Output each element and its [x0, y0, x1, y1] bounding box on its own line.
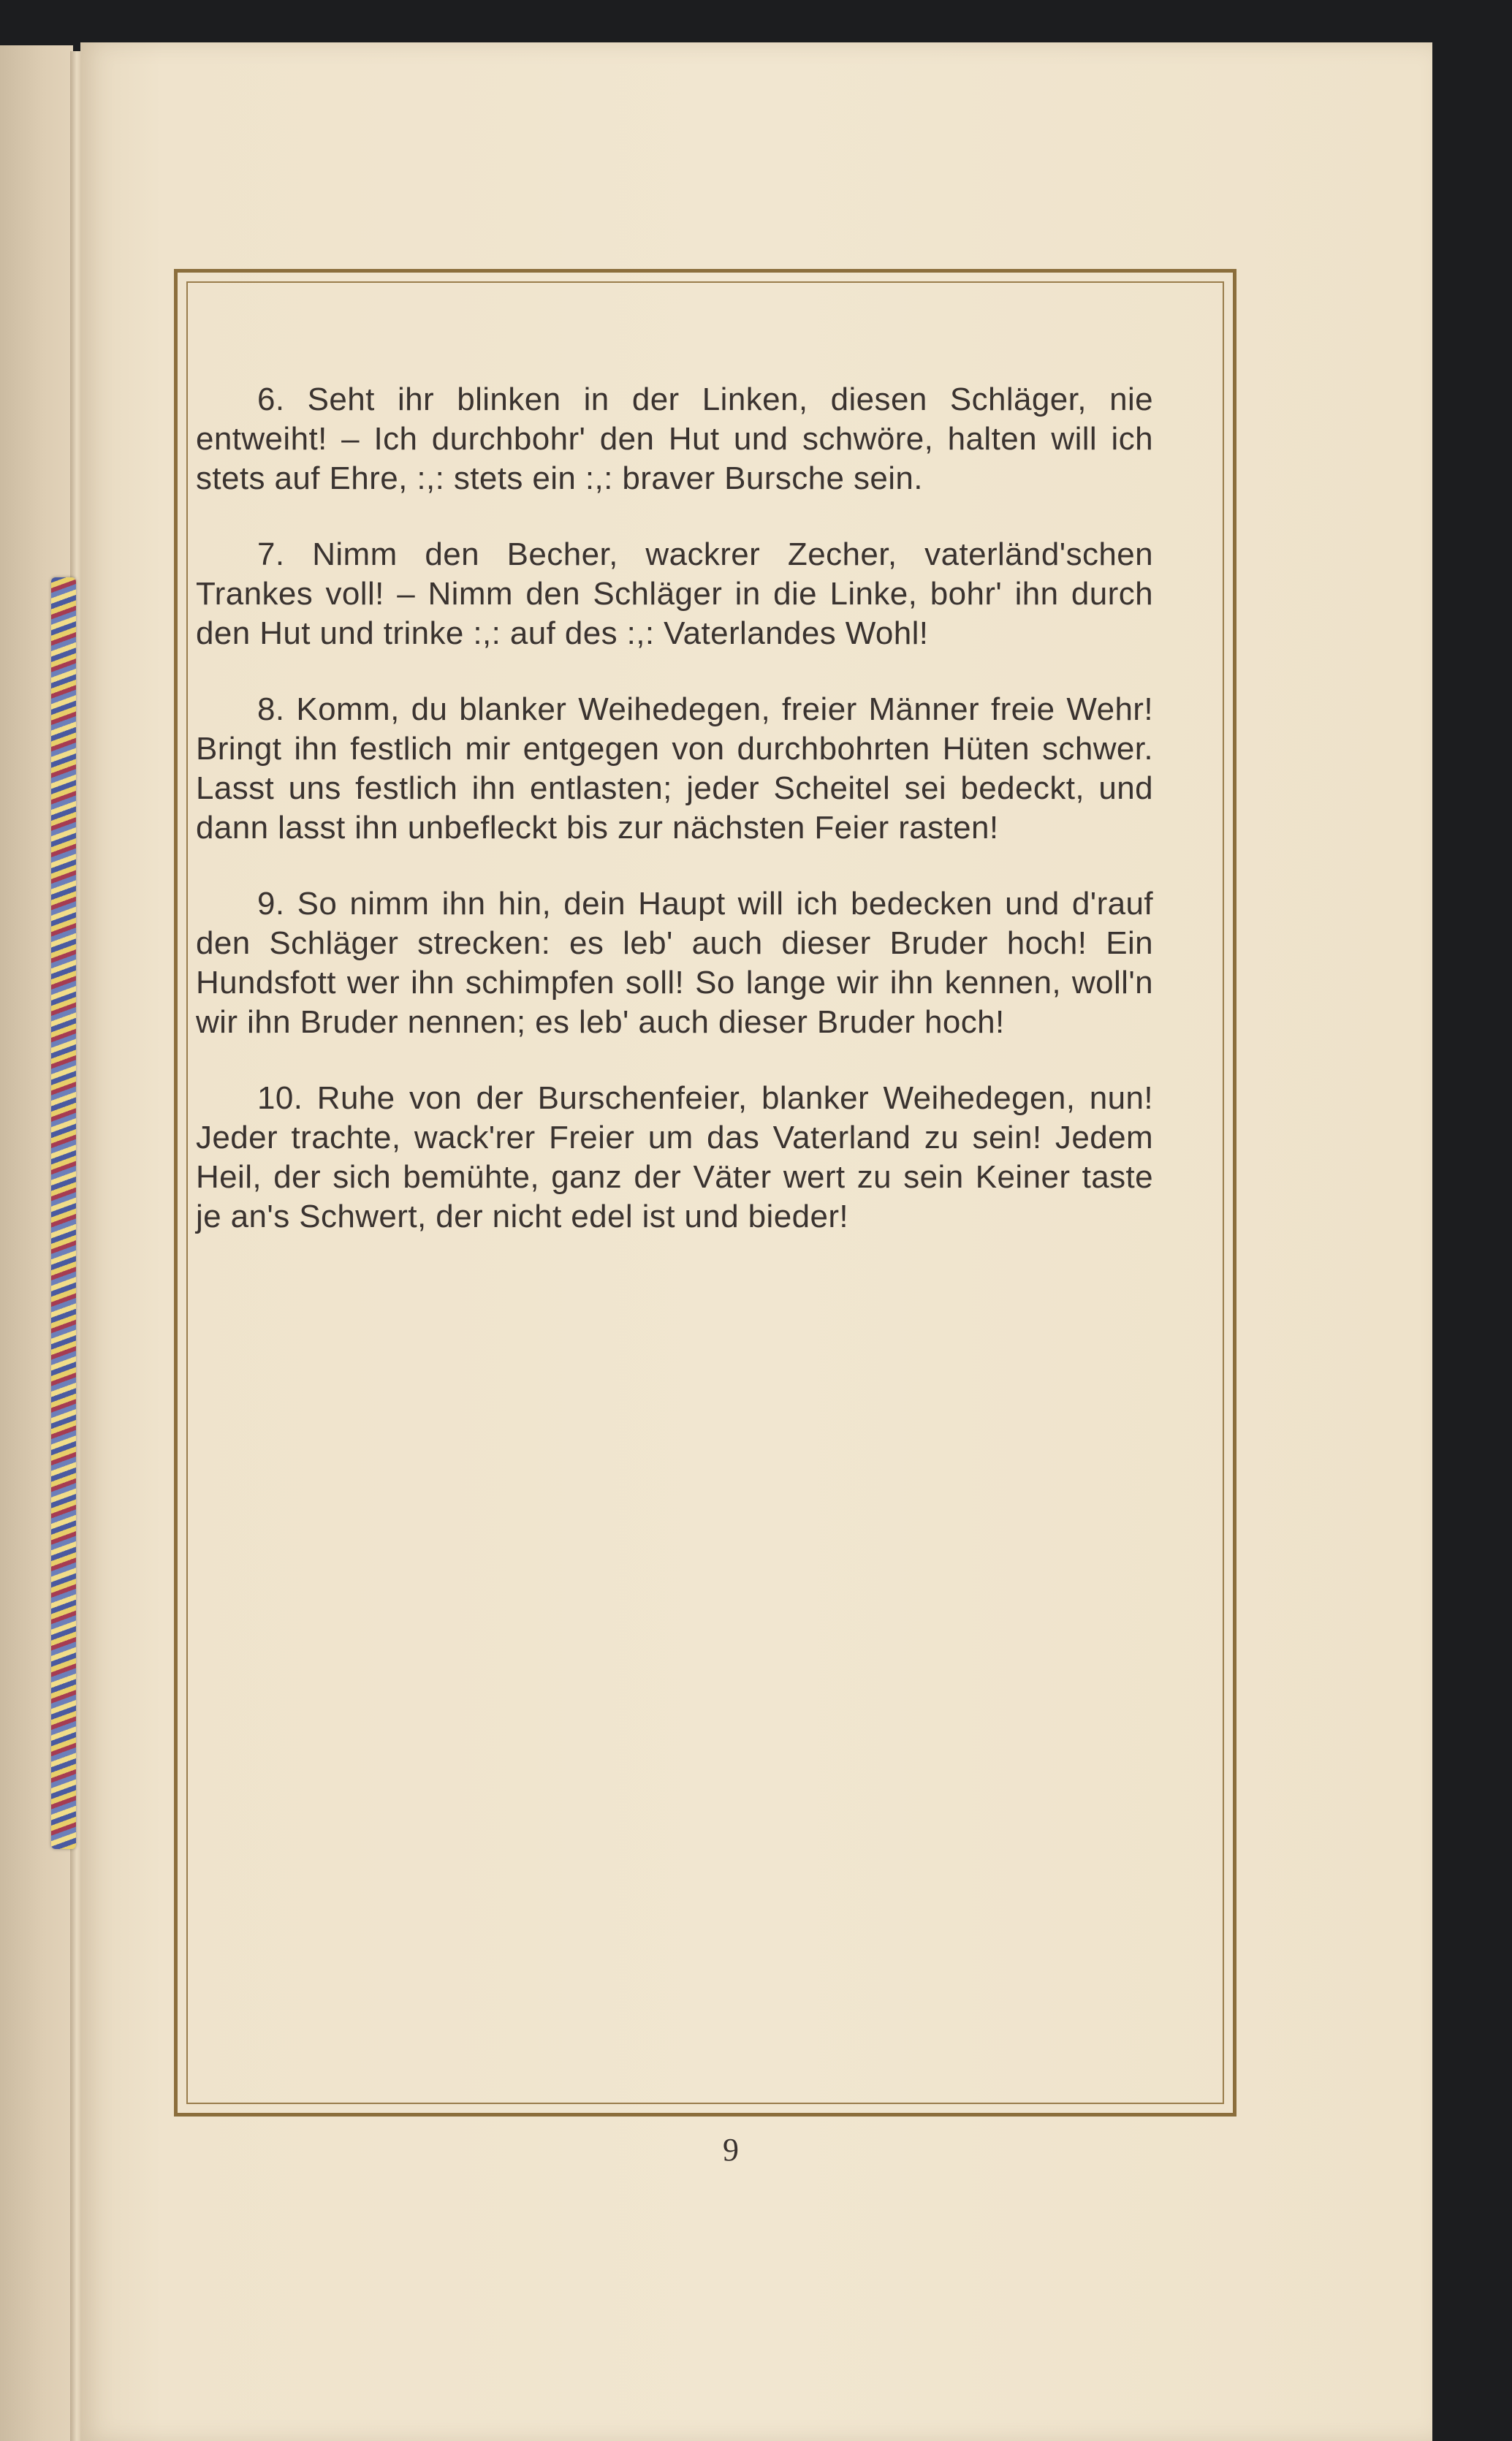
- stanza-8: 8. Komm, du blanker Weihedegen, freier Männer freie Wehr! Bringt ihn festlich mir entgegen von durchbohrten Hüten schwer. Lasst uns festlich ihn entlasten; jeder Scheitel sei bedeckt, und dann lasst ihn unbefleckt bis zur nächsten Feier rasten!: [196, 691, 1153, 846]
- stanza-7: 7. Nimm den Becher, wackrer Zecher, vaterländ'schen Trankes voll! – Nimm den Schläger in die Linke, bohr' ihn durch den Hut und trinke :,: auf des :,: Vaterlandes Wohl!: [196, 536, 1153, 651]
- stanza-9: 9. So nimm ihn hin, dein Haupt will ich bedecken und d'rauf den Schläger strecken: es leb' auch dieser Bruder hoch! Ein Hundsfott wer ihn schimpfen soll! So lange wir ihn kennen, woll'n wir ihn Bruder nennen; es leb' auch dieser Bruder hoch!: [196, 886, 1153, 1040]
- song-text: [196, 380, 1153, 1273]
- page-number: 9: [723, 2132, 739, 2168]
- stanza-10: 10. Ruhe von der Burschenfeier, blanker Weihedegen, nun! Jeder trachte, wack'rer Freier um das Vaterland zu sein! Jedem Heil, der sich bemühte, ganz der Väter wert zu sein Keiner taste je an's Schwert, der nicht edel ist und bieder!: [196, 1080, 1153, 1234]
- bookmark-ribbon: [51, 577, 76, 1849]
- stanza-6: 6. Seht ihr blinken in der Linken, diesen Schläger, nie entweiht! – Ich durchbohr' den Hut und schwöre, halten will ich stets auf Ehre, :,: stets ein :,: braver Bursche sein.: [196, 381, 1153, 496]
